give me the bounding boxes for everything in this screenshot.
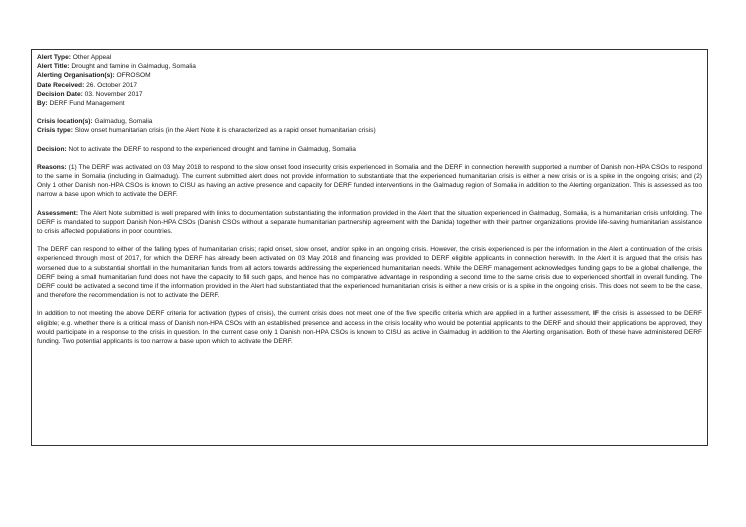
crisis-location-label: Crisis location(s): [37,118,93,126]
alert-type-value: Other Appeal [72,54,112,61]
spacer [37,200,702,209]
crisis-type-row [37,126,702,135]
spacer [37,136,702,145]
decision-row [37,145,702,154]
reasons-text: (1) The DERF was activated on 03 May 2018 to respond to the slow onset food insecurity crisis experienced in Somalia and the DERF in connection herewith supported a number of Danish non-HPA CSOs to respond to the same in Somalia (including in Galmadug). The current submitted alert does not provide information to substantiate that the experienced humanitarian crisis is either a new crisis or is a spike in the ongoing crisis; and (2) Only 1 other Danish non-HPA CSOs is known to CISU as having an active presence and capacity for DERF funded interventions in the Galmadug region of Somalia in addition to the Alerting organization. This is assessed as too narrow a base upon which to activate the DERF. [37,163,702,199]
alert-type-row [37,53,702,62]
crisis-type-label: Crisis type: [37,127,73,135]
by-row [37,99,702,108]
by-label: By: [37,100,48,108]
date-received-row [37,81,702,90]
alerting-org-label: Alerting Organisation(s): [37,72,115,80]
alert-title-label: Alert Title: [37,63,70,71]
reasons-label: Reasons: [37,163,67,171]
assessment-text-3a: In addition to not meeting the above DERF criteria for activation (types of crisis), the current crisis does not meet one of the five specific criteria which are applied in a further assessment, [37,310,593,318]
reasons-paragraph [37,163,702,200]
assessment-emphasis: IF [592,310,599,318]
assessment-paragraph-1 [37,209,702,237]
alert-type-label: Alert Type: [37,54,71,61]
assessment-text-3b: the crisis is assessed to be DERF eligible; e.g. whether there is a critical mass of Danish non-HPA CSOs with an established presence and access in the crisis locality who would be potential applicants to the DERF and should their applications be approved, they would participate in a response to the crisis in question. In the current case only 1 Danish non-HPA CSOs is known to CISU as active in Galmadug in addition to the Alerting organisation. Both of these have administered DERF funding. Two potential applicants is too narrow a base upon which to activate the DERF. [37,310,702,346]
decision-document [31,49,708,446]
decision-date-row [37,90,702,99]
decision-date-value: 03. November 2017 [84,90,143,98]
crisis-location-row [37,117,702,126]
decision-date-label: Decision Date: [37,90,83,98]
alerting-org-value: OFROSOM [116,72,151,80]
spacer [37,236,702,245]
assessment-label: Assessment: [37,209,79,217]
alert-title-row [37,62,702,71]
assessment-text-1: The Alert Note submitted is well prepared with links to documentation substantiating the information provided in the Alert that the situation experienced in Galmadug, Somalia, is a humanitarian crisis unfolding. The DERF is mandated to support Danish Non-HPA CSOs (Danish CSOs without a separate humanitarian partnership agreement with the Danida) together with their partner organizations provide life-saving humanitarian assistance to crisis affected populations in poor countries. [37,209,702,236]
spacer [37,108,702,117]
date-received-value: 26. October 2017 [86,81,138,89]
spacer [37,154,702,163]
decision-text: Not to activate the DERF to respond to the experienced drought and famine in Galmadug, Somalia [68,145,356,153]
by-value: DERF Fund Management [49,100,125,108]
spacer [37,300,702,309]
crisis-location-value: Galmadug, Somalia [94,118,153,126]
alerting-org-row [37,71,702,80]
date-received-label: Date Received: [37,81,85,89]
alert-title-value: Drought and famine in Galmadug, Somalia [71,63,196,71]
assessment-paragraph-3 [37,309,702,346]
decision-label: Decision: [37,145,67,153]
assessment-paragraph-2: The DERF can respond to either of the falling types of humanitarian crisis; rapid onset, slow onset, and/or spike in an ongoing crisis. However, the crisis experienced is per the information in the Alert a continuation of the crisis experienced through most of 2017, for which the DERF has already been activated on 03 May 2018 and financing was provided to DERF eligible applicants in connection herewith. In the Alert it is argued that the crisis has worsened due to a substantial shortfall in the humanitarian funds from all actors towards addressing the experienced humanitarian needs. While the DERF management acknowledges funding gaps to be a global challenge, the DERF being a small humanitarian fund does not have the capacity to fill such gaps, and hence has no comparative advantage in responding a second time to the same crisis due to experienced shortfall in overall funding. The DERF could be activated a second time if the information provided in the Alert had substantiated that the experienced humanitarian crisis is either a new crisis or is a spike in the ongoing crisis. This does not seem to be the case, and therefore the recommendation is not to activate the DERF. [37,246,702,300]
crisis-type-value: Slow onset humanitarian crisis (in the Alert Note it is characterized as a rapid onset humanitarian crisis) [74,127,376,135]
